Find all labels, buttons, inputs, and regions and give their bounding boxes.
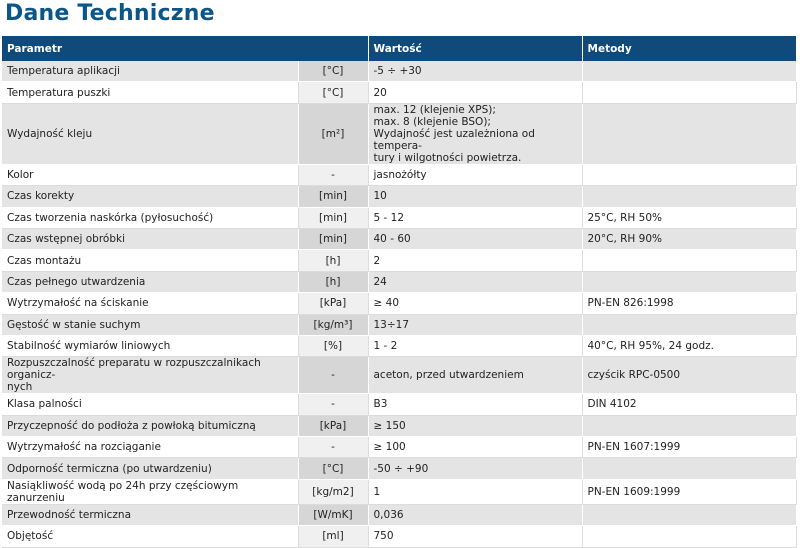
- cell-metody: czyścik RPC-0500: [582, 357, 796, 394]
- cell-unit: [°C]: [298, 82, 368, 103]
- cell-parametr: Czas montażu: [2, 250, 298, 271]
- cell-unit: [kg/m2]: [298, 479, 368, 504]
- cell-parametr: Nasiąkliwość wodą po 24h przy częściowym zanurzeniu: [2, 479, 298, 504]
- cell-parametr: Przyczepność do podłoża z powłoką bitumiczną: [2, 415, 298, 436]
- cell-unit: [h]: [298, 250, 368, 271]
- cell-unit: [W/mK]: [298, 504, 368, 525]
- cell-wartosc: aceton, przed utwardzeniem: [368, 357, 582, 394]
- cell-wartosc: B3: [368, 394, 582, 415]
- table-row: [2, 207, 796, 228]
- cell-unit: [min]: [298, 207, 368, 228]
- cell-unit: [h]: [298, 271, 368, 292]
- cell-wartosc: ≥ 40: [368, 293, 582, 314]
- cell-wartosc: 13÷17: [368, 314, 582, 335]
- cell-parametr: Gęstość w stanie suchym: [2, 314, 298, 335]
- cell-unit: [m²]: [298, 103, 368, 164]
- cell-unit: -: [298, 357, 368, 394]
- cell-metody: [582, 415, 796, 436]
- cell-unit: [%]: [298, 335, 368, 356]
- cell-metody: [582, 164, 796, 185]
- cell-wartosc: 750: [368, 526, 582, 547]
- table-row: [2, 479, 796, 504]
- cell-parametr: Temperatura aplikacji: [2, 61, 298, 82]
- cell-wartosc: jasnożółty: [368, 164, 582, 185]
- cell-parametr: Odporność termiczna (po utwardzeniu): [2, 458, 298, 479]
- cell-unit: [min]: [298, 186, 368, 207]
- cell-metody: 40°C, RH 95%, 24 godz.: [582, 335, 796, 356]
- cell-wartosc: 20: [368, 82, 582, 103]
- table-row: [2, 504, 796, 525]
- cell-parametr: Klasa palności: [2, 394, 298, 415]
- cell-wartosc: max. 12 (klejenie XPS); max. 8 (klejenie BSO); Wydajność jest uzależniona od tempera- tury i wilgotności powietrza.: [368, 103, 582, 164]
- cell-metody: 20°C, RH 90%: [582, 228, 796, 249]
- cell-metody: [582, 82, 796, 103]
- cell-parametr: Przewodność termiczna: [2, 504, 298, 525]
- cell-parametr: Wytrzymałość na rozciąganie: [2, 437, 298, 458]
- cell-parametr: Wydajność kleju: [2, 103, 298, 164]
- cell-metody: PN-EN 826:1998: [582, 293, 796, 314]
- cell-metody: 25°C, RH 50%: [582, 207, 796, 228]
- cell-metody: DIN 4102: [582, 394, 796, 415]
- cell-parametr: Czas wstępnej obróbki: [2, 228, 298, 249]
- cell-unit: [min]: [298, 228, 368, 249]
- cell-parametr: Stabilność wymiarów liniowych: [2, 335, 298, 356]
- cell-metody: [582, 271, 796, 292]
- cell-wartosc: 10: [368, 186, 582, 207]
- cell-metody: PN-EN 1609:1999: [582, 479, 796, 504]
- cell-metody: [582, 186, 796, 207]
- cell-wartosc: 40 - 60: [368, 228, 582, 249]
- table-row: [2, 437, 796, 458]
- cell-metody: [582, 314, 796, 335]
- cell-unit: [kPa]: [298, 415, 368, 436]
- cell-unit: [ml]: [298, 526, 368, 547]
- cell-metody: [582, 103, 796, 164]
- table-row: [2, 164, 796, 185]
- cell-parametr: Kolor: [2, 164, 298, 185]
- table-row: [2, 186, 796, 207]
- cell-metody: [582, 458, 796, 479]
- cell-unit: -: [298, 394, 368, 415]
- cell-wartosc: 1: [368, 479, 582, 504]
- header-parametr: Parametr: [2, 36, 368, 61]
- table-row: [2, 314, 796, 335]
- cell-wartosc: ≥ 100: [368, 437, 582, 458]
- table-header-row: [2, 36, 796, 61]
- cell-parametr: Czas pełnego utwardzenia: [2, 271, 298, 292]
- table-row: [2, 103, 796, 164]
- cell-parametr: Temperatura puszki: [2, 82, 298, 103]
- cell-unit: [°C]: [298, 458, 368, 479]
- cell-parametr: Czas korekty: [2, 186, 298, 207]
- cell-metody: [582, 504, 796, 525]
- cell-wartosc: ≥ 150: [368, 415, 582, 436]
- cell-unit: [kPa]: [298, 293, 368, 314]
- table-row: [2, 82, 796, 103]
- cell-metody: [582, 61, 796, 82]
- cell-wartosc: -5 ÷ +30: [368, 61, 582, 82]
- table-row: [2, 293, 796, 314]
- cell-unit: -: [298, 164, 368, 185]
- cell-unit: [kg/m³]: [298, 314, 368, 335]
- header-metody: Metody: [582, 36, 796, 61]
- table-row: [2, 250, 796, 271]
- cell-parametr: Wytrzymałość na ściskanie: [2, 293, 298, 314]
- cell-metody: [582, 250, 796, 271]
- cell-wartosc: 5 - 12: [368, 207, 582, 228]
- cell-wartosc: 24: [368, 271, 582, 292]
- technical-data-table: [2, 36, 797, 548]
- cell-parametr: Czas tworzenia naskórka (pyłosuchość): [2, 207, 298, 228]
- cell-wartosc: 2: [368, 250, 582, 271]
- cell-wartosc: 0,036: [368, 504, 582, 525]
- cell-metody: PN-EN 1607:1999: [582, 437, 796, 458]
- table-row: [2, 357, 796, 394]
- table-row: [2, 415, 796, 436]
- table-row: [2, 271, 796, 292]
- table-row: [2, 228, 796, 249]
- cell-unit: [°C]: [298, 61, 368, 82]
- cell-unit: -: [298, 437, 368, 458]
- cell-wartosc: -50 ÷ +90: [368, 458, 582, 479]
- header-wartosc: Wartość: [368, 36, 582, 61]
- table-row: [2, 458, 796, 479]
- cell-parametr: Objętość: [2, 526, 298, 547]
- cell-parametr: Rozpuszczalność preparatu w rozpuszczalnikach organicz- nych: [2, 357, 298, 394]
- cell-wartosc: 1 - 2: [368, 335, 582, 356]
- page-title: Dane Techniczne: [5, 1, 215, 26]
- table-row: [2, 335, 796, 356]
- table-row: [2, 61, 796, 82]
- table-row: [2, 394, 796, 415]
